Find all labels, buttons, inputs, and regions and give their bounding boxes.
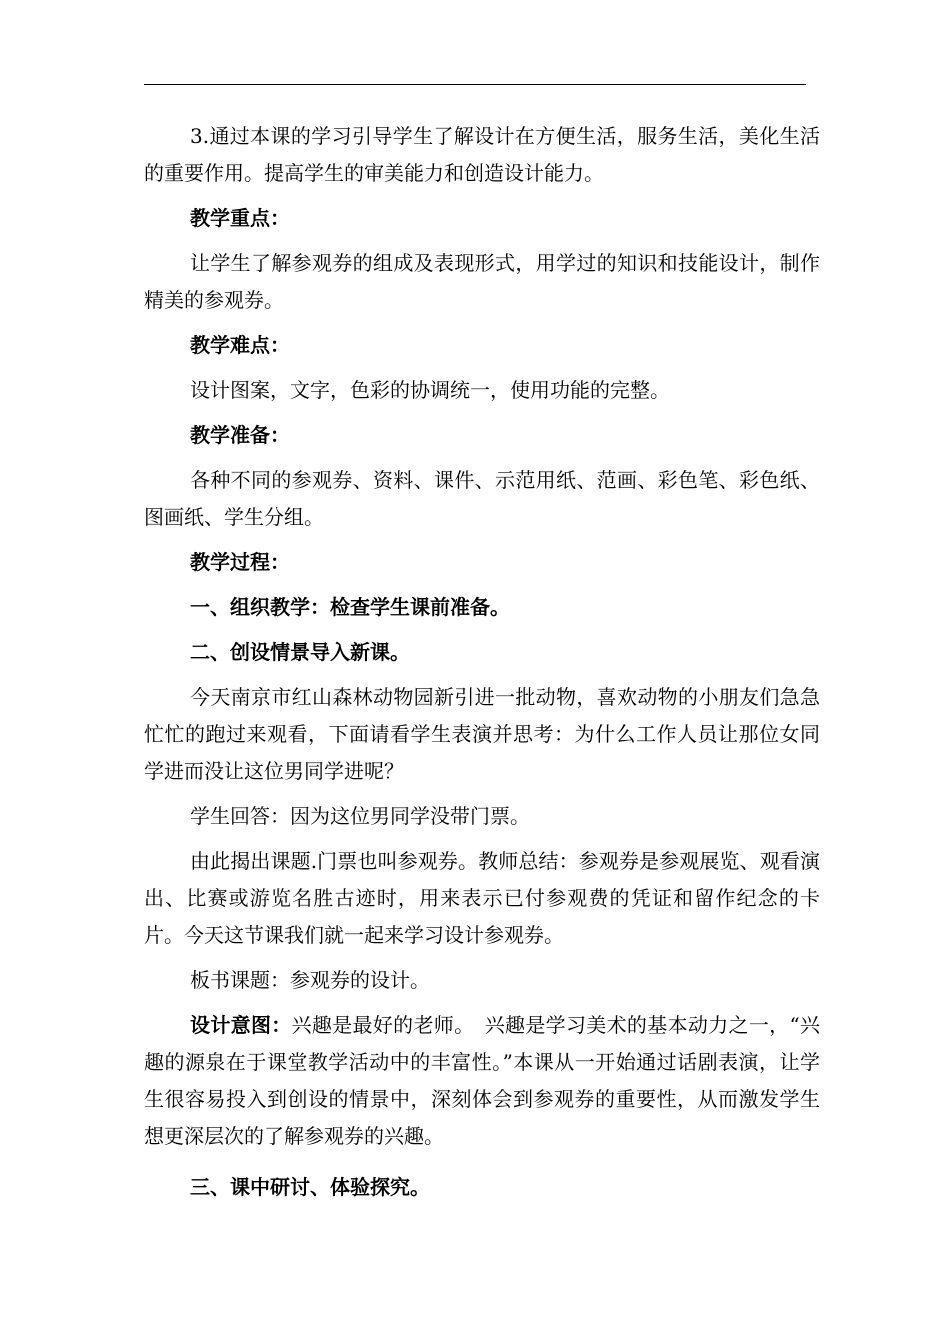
design-intent-label: 设计意图： (190, 1013, 292, 1037)
heading-teaching-difficulty: 教学难点： (190, 333, 290, 357)
heading-step-2: 二、创设情景导入新课。 (190, 640, 410, 664)
heading-teaching-process: 教学过程： (190, 550, 290, 574)
heading-teaching-preparation: 教学准备： (190, 423, 290, 447)
paragraph-student-answer: 学生回答：因为这位男同学没带门票。 (190, 804, 530, 828)
paragraph-teaching-preparation: 各种不同的参观券、资料、课件、示范用纸、范画、彩色笔、彩色纸、图画纸、学生分组。 (144, 468, 820, 529)
paragraph-scene: 今天南京市红山森林动物园新引进一批动物，喜欢动物的小朋友们急急忙忙的跑过来观看，下面请看学生表演并思考：为什么工作人员让那位女同学进而没让这位男同学进呢？ (144, 685, 820, 783)
paragraph-teaching-focus: 让学生了解参观券的组成及表现形式，用学过的知识和技能设计，制作精美的参观券。 (144, 251, 820, 312)
design-intent-body: 兴趣是最好的老师。 兴趣是学习美术的基本动力之一，“兴趣的源泉在于课堂教学活动中的丰富性。”本课从一开始通过话剧表演，让学生很容易投入到创设的情景中，深刻体会到参观券的重要性，从而激发学生想更深层次的了解参观券的兴趣。 (144, 1013, 820, 1148)
heading-step-3: 三、课中研讨、体验探究。 (190, 1175, 430, 1199)
paragraph-board-title: 板书课题：参观券的设计。 (190, 968, 430, 992)
paragraph-goal-3: 3.通过本课的学习引导学生了解设计在方便生活，服务生活，美化生活的重要作用。提高学生的审美能力和创造设计能力。 (144, 124, 820, 185)
paragraph-teacher-summary: 由此揭出课题.门票也叫参观券。教师总结：参观券是参观展览、观看演出、比赛或游览名胜古迹时，用来表示已付参观费的凭证和留作纪念的卡片。今天这节课我们就一起来学习设计参观券。 (144, 849, 820, 947)
header-rule (144, 84, 806, 85)
paragraph-design-intent (144, 1007, 820, 1155)
heading-step-1: 一、组织教学：检查学生课前准备。 (190, 595, 510, 619)
heading-teaching-focus: 教学重点： (190, 206, 290, 230)
paragraph-teaching-difficulty: 设计图案，文字，色彩的协调统一，使用功能的完整。 (190, 378, 670, 402)
document-body (144, 118, 820, 1214)
